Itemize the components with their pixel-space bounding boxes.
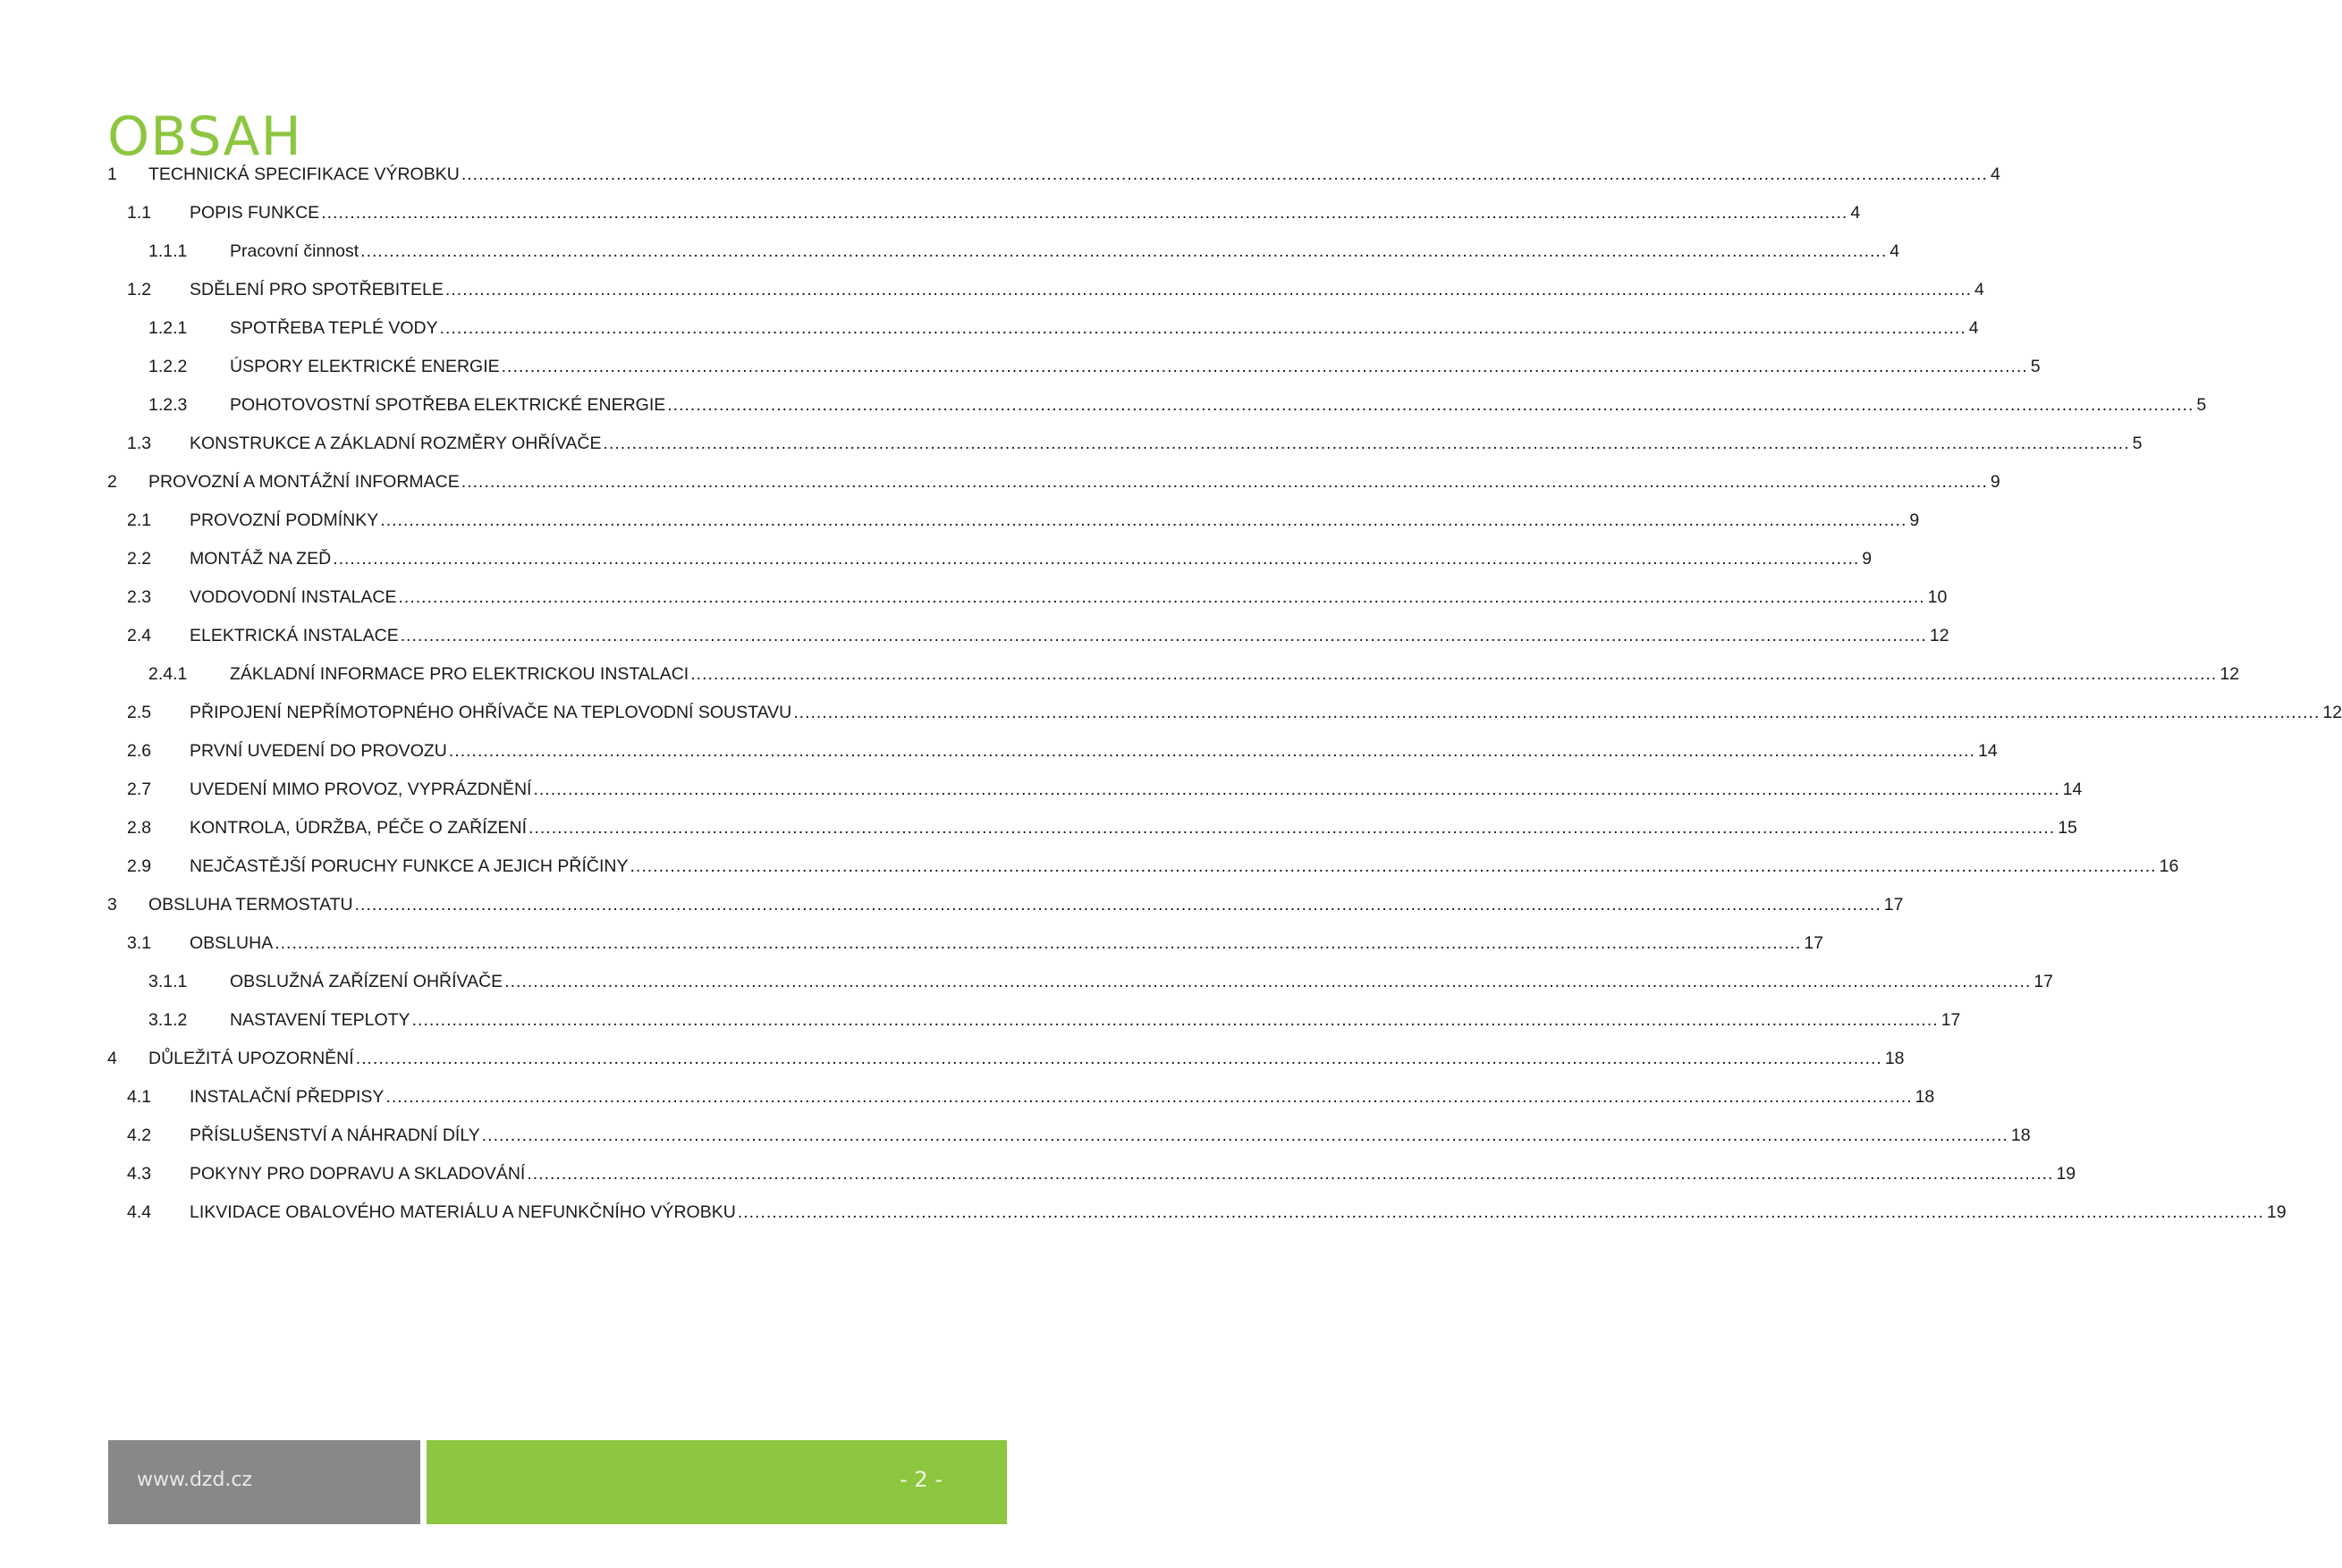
toc-entry[interactable] [107,510,1920,548]
toc-dot-leader: .......................................................................................................................................................................................................................................................................... [385,1087,1913,1107]
toc-entry-page: 5 [2030,357,2041,376]
toc-entry-page: 9 [1909,510,1920,530]
toc-entry[interactable] [107,586,1948,625]
toc-entry[interactable] [107,932,1824,971]
toc-dot-leader: .......................................................................................................................................................................................................................................................................... [411,1010,1939,1030]
toc-entry-title: OBSLUŽNÁ ZAŘÍZENÍ OHŘÍVAČE [230,972,503,991]
toc-dot-leader: .......................................................................................................................................................................................................................................................................... [667,395,2194,415]
toc-entry-leader [190,279,1974,300]
toc-entry-number: 1 [107,164,117,184]
toc-entry-leader [190,586,1928,608]
toc-entry-number: 2.9 [127,856,152,876]
toc-entry[interactable] [107,1201,2287,1240]
toc-entry-leader [230,971,2033,992]
toc-entry-number: 4.4 [127,1202,152,1222]
toc-entry-title: VODOVODNÍ INSTALACE [190,587,397,607]
toc-dot-leader: .......................................................................................................................................................................................................................................................................... [504,972,2032,991]
toc-dot-leader: .......................................................................................................................................................................................................................................................................... [444,280,1973,299]
toc-entry[interactable] [107,202,1861,240]
toc-entry-leader [190,1201,2267,1223]
toc-entry-number: 1.2.3 [148,395,188,415]
toc-entry-leader [230,1009,1941,1031]
toc-dot-leader: .......................................................................................................................................................................................................................................................................... [380,510,1907,530]
toc-entry-page: 19 [2056,1164,2076,1184]
toc-entry[interactable] [107,433,2143,471]
toc-entry[interactable] [107,663,2240,702]
toc-dot-leader: .......................................................................................................................................................................................................................................................................... [737,1202,2264,1222]
toc-entry-page: 5 [2196,395,2207,415]
toc-entry-number: 2 [107,472,117,492]
toc-dot-leader: .......................................................................................................................................................................................................................................................................... [448,741,1975,761]
toc-dot-leader: .......................................................................................................................................................................................................................................................................... [354,895,1881,915]
toc-dot-leader: .......................................................................................................................................................................................................................................................................... [793,703,2321,722]
toc-entry-leader [230,317,1969,339]
toc-entry-number: 1.2 [127,280,152,299]
toc-entry-number: 2.5 [127,703,152,722]
toc-entry-title: NASTAVENÍ TEPLOTY [230,1010,410,1030]
toc-entry-title: PRVNÍ UVEDENÍ DO PROVOZU [190,741,447,761]
toc-entry-title: KONSTRUKCE A ZÁKLADNÍ ROZMĚRY OHŘÍVAČE [190,434,602,453]
toc-entry-page: 18 [2010,1125,2031,1145]
toc-entry-page: 17 [1883,895,1904,915]
toc-entry-title: PROVOZNÍ PODMÍNKY [190,510,379,530]
toc-entry-leader [230,394,2196,416]
toc-entry-leader [190,548,1862,569]
toc-entry-page: 9 [1862,549,1873,569]
toc-dot-leader: .......................................................................................................................................................................................................................................................................... [501,357,2028,376]
toc-entry[interactable] [107,817,2077,856]
toc-entry-page: 18 [1915,1087,1935,1107]
toc-entry[interactable] [107,279,1984,317]
toc-entry-number: 1.3 [127,434,152,453]
toc-entry[interactable] [107,625,1949,663]
toc-entry-title: NEJČASTĚJŠÍ PORUCHY FUNKCE A JEJICH PŘÍČINY [190,856,629,876]
toc-entry-title: TECHNICKÁ SPECIFIKACE VÝROBKU [148,164,460,184]
toc-entry[interactable] [107,702,2342,740]
toc-entry-title: ZÁKLADNÍ INFORMACE PRO ELEKTRICKOU INSTALACI [230,664,689,684]
toc-entry-title: POPIS FUNKCE [190,203,320,223]
toc-entry-page: 19 [2266,1202,2287,1222]
toc-entry-page: 14 [2062,780,2083,799]
toc-entry-number: 3.1.2 [148,1010,188,1030]
toc-entry-number: 2.4.1 [148,664,188,684]
toc-entry-page: 4 [1968,318,1979,338]
toc-entry[interactable] [107,356,2041,394]
toc-entry-title: PŘÍSLUŠENSTVÍ A NÁHRADNÍ DÍLY [190,1125,480,1145]
toc-dot-leader: .......................................................................................................................................................................................................................................................................... [333,549,1860,569]
toc-entry-number: 2.2 [127,549,152,569]
footer-page-number: - 2 - [900,1467,943,1492]
toc-dot-leader: .......................................................................................................................................................................................................................................................................... [690,664,2218,684]
toc-entry-title: SDĚLENÍ PRO SPOTŘEBITELE [190,280,444,299]
toc-dot-leader: .......................................................................................................................................................................................................................................................................... [275,933,1802,953]
toc-entry-leader [190,625,1930,646]
toc-entry-leader [190,433,2133,454]
toc-entry-title: UVEDENÍ MIMO PROVOZ, VYPRÁZDNĚNÍ [190,780,532,799]
toc-entry-leader [148,894,1884,915]
toc-entry[interactable] [107,1125,2031,1163]
toc-entry-title: PŘIPOJENÍ NEPŘÍMOTOPNÉHO OHŘÍVAČE NA TEPLOVODNÍ SOUSTAVU [190,703,792,722]
toc-entry-title: POKYNY PRO DOPRAVU A SKLADOVÁNÍ [190,1164,526,1184]
toc-entry-leader [190,202,1850,223]
toc-entry-title: Pracovní činnost [230,241,359,261]
toc-entry-number: 1.1 [127,203,152,223]
toc-entry-leader [148,164,1991,185]
toc-entry-leader [190,1125,2011,1146]
toc-entry[interactable] [107,471,2000,510]
toc-dot-leader: .......................................................................................................................................................................................................................................................................... [527,1164,2054,1184]
toc-entry-number: 3.1 [127,933,152,953]
toc-entry[interactable] [107,1009,1961,1048]
toc-entry-title: OBSLUHA TERMOSTATU [148,895,353,915]
toc-entry-page: 9 [1990,472,2000,492]
toc-entry-leader [190,1086,1915,1108]
toc-entry-page: 17 [1804,933,1824,953]
toc-entry[interactable] [107,779,2083,817]
toc-entry-title: INSTALAČNÍ PŘEDPISY [190,1087,385,1107]
toc-dot-leader: .......................................................................................................................................................................................................................................................................... [461,164,1988,184]
toc-dot-leader: .......................................................................................................................................................................................................................................................................... [355,1049,1882,1068]
toc-dot-leader: .......................................................................................................................................................................................................................................................................... [533,780,2060,799]
toc-dot-leader: .......................................................................................................................................................................................................................................................................... [630,856,2157,876]
toc-entry[interactable] [107,394,2207,433]
footer-url[interactable]: www.dzd.cz [137,1469,253,1491]
toc-dot-leader: .......................................................................................................................................................................................................................................................................... [603,434,2130,453]
toc-entry-number: 3.1.1 [148,972,188,991]
toc-entry-leader [230,663,2219,685]
footer-page-block [427,1440,1007,1524]
toc-entry[interactable] [107,894,1904,932]
toc-entry[interactable] [107,856,2179,894]
toc-entry-number: 4 [107,1049,117,1068]
toc-entry[interactable] [107,240,1900,279]
toc-entry-number: 1.2.2 [148,357,188,376]
toc-entry-leader [230,356,2031,377]
toc-entry-number: 4.2 [127,1125,152,1145]
toc-entry-number: 2.1 [127,510,152,530]
toc-entry-number: 1.2.1 [148,318,188,338]
page-title: OBSAH [107,105,302,169]
toc-entry[interactable] [107,1163,2076,1201]
toc-entry-title: POHOTOVOSTNÍ SPOTŘEBA ELEKTRICKÉ ENERGIE [230,395,666,415]
toc-entry-number: 2.4 [127,626,152,645]
toc-entry-leader [190,779,2063,800]
toc-entry-leader [190,510,1909,531]
toc-entry-leader [148,1048,1885,1069]
toc-entry-page: 16 [2159,856,2179,876]
toc-dot-leader: .......................................................................................................................................................................................................................................................................... [398,587,1925,607]
toc-entry-title: LIKVIDACE OBALOVÉHO MATERIÁLU A NEFUNKČNÍHO VÝROBKU [190,1202,736,1222]
toc-entry-page: 17 [2033,972,2054,991]
toc-entry-number: 3 [107,895,117,915]
toc-entry-number: 4.3 [127,1164,152,1184]
toc-entry[interactable] [107,317,1979,356]
toc-entry-page: 12 [2219,664,2240,684]
toc-entry-title: ELEKTRICKÁ INSTALACE [190,626,399,645]
toc-entry-leader [190,932,1804,954]
toc-entry-number: 2.6 [127,741,152,761]
toc-entry[interactable] [107,971,2054,1009]
toc-entry-title: KONTROLA, ÚDRŽBA, PÉČE O ZAŘÍZENÍ [190,818,528,838]
toc-entry-page: 10 [1927,587,1948,607]
toc-entry-number: 2.7 [127,780,152,799]
toc-entry-title: SPOTŘEBA TEPLÉ VODY [230,318,438,338]
toc-entry-leader [148,471,1991,493]
toc-entry-number: 4.1 [127,1087,152,1107]
toc-entry[interactable] [107,548,1873,586]
toc-entry-page: 5 [2132,434,2143,453]
toc-dot-leader: .......................................................................................................................................................................................................................................................................... [360,241,1888,261]
toc-entry-page: 18 [1884,1049,1905,1068]
toc-dot-leader: .......................................................................................................................................................................................................................................................................... [400,626,1927,645]
toc-entry-page: 14 [1977,741,1998,761]
toc-entry-number: 1.1.1 [148,241,188,261]
toc-entry-title: OBSLUHA [190,933,274,953]
toc-entry-leader [230,240,1890,262]
toc-entry-leader [190,740,1978,762]
toc-entry-page: 15 [2058,818,2077,838]
toc-entry-title: PROVOZNÍ A MONTÁŽNÍ INFORMACE [148,472,460,492]
toc-entry[interactable] [107,740,1998,779]
toc-entry[interactable] [107,1086,1935,1125]
toc-dot-leader: .......................................................................................................................................................................................................................................................................... [528,818,2056,838]
toc-dot-leader: .......................................................................................................................................................................................................................................................................... [439,318,1966,338]
footer-url-block [108,1440,420,1524]
toc-entry-page: 4 [1974,280,1984,299]
toc-dot-leader: .......................................................................................................................................................................................................................................................................... [321,203,1848,223]
toc-entry-page: 4 [1850,203,1861,223]
toc-entry-leader [190,856,2160,877]
table-of-contents [107,164,2342,1240]
toc-entry-leader [190,702,2322,723]
toc-entry-page: 4 [1990,164,2000,184]
toc-entry-title: MONTÁŽ NA ZEĎ [190,549,332,569]
toc-entry-page: 4 [1890,241,1900,261]
toc-entry-leader [190,817,2058,839]
toc-entry-number: 2.8 [127,818,152,838]
toc-dot-leader: .......................................................................................................................................................................................................................................................................... [461,472,1988,492]
toc-entry-leader [190,1163,2056,1184]
toc-entry-title: ÚSPORY ELEKTRICKÉ ENERGIE [230,357,500,376]
toc-entry-page: 17 [1940,1010,1961,1030]
toc-dot-leader: .......................................................................................................................................................................................................................................................................... [481,1125,2008,1145]
toc-entry[interactable] [107,164,2000,202]
toc-entry-page: 12 [2322,703,2342,722]
toc-entry[interactable] [107,1048,1905,1086]
toc-entry-number: 2.3 [127,587,152,607]
toc-entry-title: DŮLEŽITÁ UPOZORNĚNÍ [148,1049,354,1068]
toc-entry-page: 12 [1929,626,1949,645]
